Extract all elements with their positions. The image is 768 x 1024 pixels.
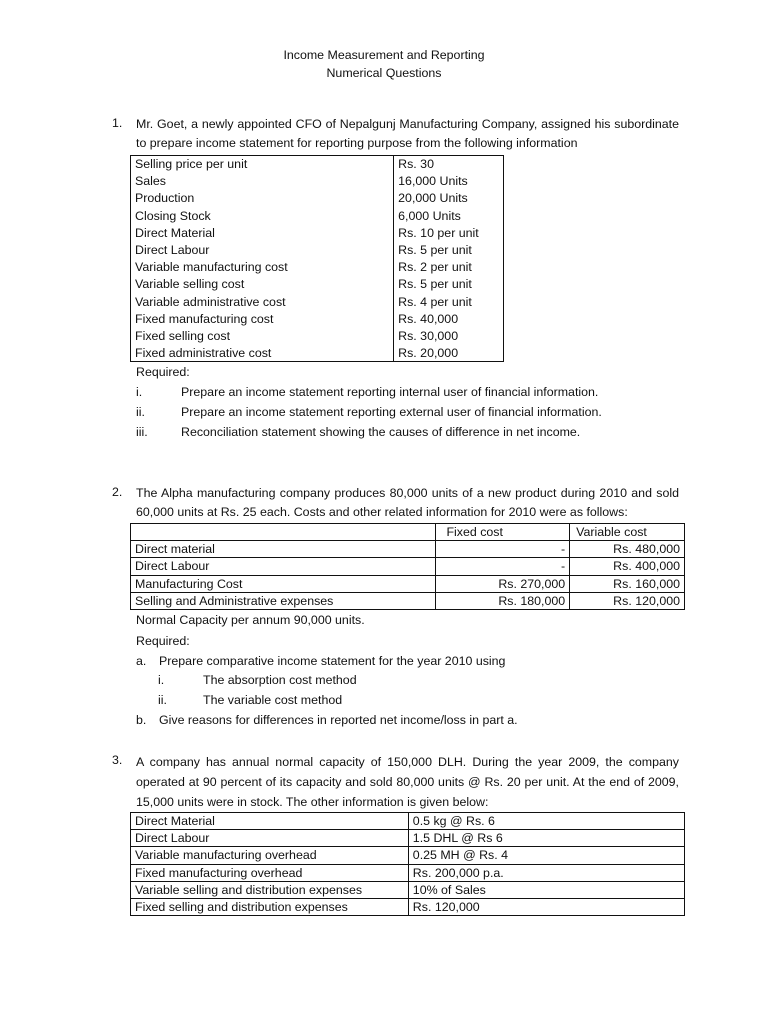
item-number: ii. bbox=[136, 405, 145, 419]
row-label-cell: Direct Labour bbox=[131, 830, 409, 847]
q2-sub-number: i. bbox=[158, 673, 165, 687]
table-row bbox=[131, 813, 685, 830]
value-cell: Rs. 30,000 bbox=[394, 327, 504, 344]
row-label-cell: Fixed manufacturing overhead bbox=[131, 864, 409, 881]
row-label-cell: Production bbox=[131, 190, 394, 207]
question-number: 1. bbox=[112, 116, 123, 130]
value-cell: Rs. 180,000 bbox=[436, 592, 570, 609]
q1-required-item-text: Prepare an income statement reporting external user of financial information. bbox=[181, 405, 602, 419]
row-label-cell: Variable selling cost bbox=[131, 276, 394, 293]
row-label-cell: Direct Labour bbox=[131, 558, 436, 575]
value-cell: Rs. 480,000 bbox=[570, 541, 685, 558]
table-row bbox=[131, 847, 685, 864]
table-row bbox=[131, 310, 504, 327]
row-label-cell: Variable selling and distribution expenses bbox=[131, 881, 409, 898]
row-label-cell: Direct material bbox=[131, 541, 436, 558]
value-cell: 16,000 Units bbox=[394, 173, 504, 190]
table-row bbox=[131, 156, 504, 173]
value-cell: - bbox=[436, 558, 570, 575]
question-text: A company has annual normal capacity of 150,000 DLH. During the year 2009, the company operated at 90 percent of its capacity and sold 80,000 units @ Rs. 20 per unit. At the end of 2009, 15,000 units were in stock. The other information is given below: bbox=[136, 755, 679, 809]
value-cell: Rs. 30 bbox=[394, 156, 504, 173]
q1-info-table bbox=[130, 155, 504, 362]
q2-sub-text: The variable cost method bbox=[203, 693, 343, 707]
q2-required-label: Required: bbox=[136, 634, 190, 648]
value-cell: Rs. 10 per unit bbox=[394, 224, 504, 241]
value-cell: - bbox=[436, 541, 570, 558]
table-header-row bbox=[131, 524, 685, 541]
q1-required-item-text: Prepare an income statement reporting internal user of financial information. bbox=[181, 385, 599, 399]
row-label-cell: Closing Stock bbox=[131, 207, 394, 224]
table-row bbox=[131, 881, 685, 898]
row-label-cell: Sales bbox=[131, 173, 394, 190]
q2-sub-text: The absorption cost method bbox=[203, 673, 357, 687]
row-label-cell: Variable manufacturing cost bbox=[131, 259, 394, 276]
value-cell: Rs. 270,000 bbox=[436, 575, 570, 592]
title-line-2: Numerical Questions bbox=[326, 66, 442, 80]
q2-cost-table bbox=[130, 523, 685, 610]
question-text: The Alpha manufacturing company produces 80,000 units of a new product during 2010 and sold 60,000 units at Rs. 25 each. Costs and other related information for 2010 were as follows: bbox=[136, 486, 679, 519]
q1-required-item-text: Reconciliation statement showing the causes of difference in net income. bbox=[181, 425, 581, 439]
table-row bbox=[131, 190, 504, 207]
row-label-cell: Fixed administrative cost bbox=[131, 345, 394, 362]
header-cell: Variable cost bbox=[570, 524, 685, 541]
q1-required-label: Required: bbox=[136, 365, 190, 379]
q2-part-b-text: Give reasons for differences in reported net income/loss in part a. bbox=[159, 713, 518, 727]
table-row bbox=[131, 345, 504, 362]
q2-sub-number: ii. bbox=[158, 693, 167, 707]
header-cell: Fixed cost bbox=[436, 524, 570, 541]
item-number: iii. bbox=[136, 425, 148, 439]
row-label-cell: Selling and Administrative expenses bbox=[131, 592, 436, 609]
table-row bbox=[131, 173, 504, 190]
value-cell: Rs. 200,000 p.a. bbox=[408, 864, 684, 881]
table-row bbox=[131, 558, 685, 575]
table-row bbox=[131, 241, 504, 258]
question-number: 3. bbox=[112, 753, 123, 767]
q2-part-a-number: a. bbox=[136, 654, 147, 668]
value-cell: Rs. 120,000 bbox=[408, 898, 684, 915]
page-title bbox=[0, 47, 768, 83]
value-cell: 1.5 DHL @ Rs 6 bbox=[408, 830, 684, 847]
row-label-cell: Fixed selling and distribution expenses bbox=[131, 898, 409, 915]
row-label-cell: Manufacturing Cost bbox=[131, 575, 436, 592]
item-number: i. bbox=[136, 385, 143, 399]
table-row bbox=[131, 224, 504, 241]
value-cell: Rs. 4 per unit bbox=[394, 293, 504, 310]
question-number: 2. bbox=[112, 485, 123, 499]
q2-part-a-text: Prepare comparative income statement for the year 2010 using bbox=[159, 654, 506, 668]
row-label-cell: Direct Material bbox=[131, 224, 394, 241]
table-row bbox=[131, 293, 504, 310]
q3-info-table bbox=[130, 812, 685, 916]
table-row bbox=[131, 207, 504, 224]
value-cell: Rs. 5 per unit bbox=[394, 276, 504, 293]
value-cell: Rs. 20,000 bbox=[394, 345, 504, 362]
row-label-cell: Variable administrative cost bbox=[131, 293, 394, 310]
value-cell: 20,000 Units bbox=[394, 190, 504, 207]
value-cell: 6,000 Units bbox=[394, 207, 504, 224]
row-label-cell: Variable manufacturing overhead bbox=[131, 847, 409, 864]
row-label-cell: Fixed selling cost bbox=[131, 327, 394, 344]
q1-required-item bbox=[136, 424, 148, 441]
title-line-1: Income Measurement and Reporting bbox=[283, 48, 485, 62]
table-row bbox=[131, 592, 685, 609]
table-row bbox=[131, 259, 504, 276]
q2-capacity: Normal Capacity per annum 90,000 units. bbox=[136, 613, 365, 627]
value-cell: Rs. 120,000 bbox=[570, 592, 685, 609]
value-cell: Rs. 2 per unit bbox=[394, 259, 504, 276]
value-cell: 0.5 kg @ Rs. 6 bbox=[408, 813, 684, 830]
table-row bbox=[131, 575, 685, 592]
value-cell: Rs. 400,000 bbox=[570, 558, 685, 575]
value-cell: Rs. 160,000 bbox=[570, 575, 685, 592]
row-label-cell: Direct Labour bbox=[131, 241, 394, 258]
row-label-cell: Fixed manufacturing cost bbox=[131, 310, 394, 327]
table-row bbox=[131, 898, 685, 915]
q1-required-item bbox=[136, 384, 142, 401]
question-text: Mr. Goet, a newly appointed CFO of Nepalgunj Manufacturing Company, assigned his subordinate to prepare income statement for reporting purpose from the following information bbox=[136, 117, 679, 150]
table-row bbox=[131, 830, 685, 847]
value-cell: 10% of Sales bbox=[408, 881, 684, 898]
table-row bbox=[131, 541, 685, 558]
q1-required-item bbox=[136, 404, 145, 421]
table-row bbox=[131, 864, 685, 881]
value-cell: 0.25 MH @ Rs. 4 bbox=[408, 847, 684, 864]
q2-part-b-number: b. bbox=[136, 713, 147, 727]
table-row bbox=[131, 276, 504, 293]
value-cell: Rs. 5 per unit bbox=[394, 241, 504, 258]
value-cell: Rs. 40,000 bbox=[394, 310, 504, 327]
row-label-cell: Selling price per unit bbox=[131, 156, 394, 173]
table-row bbox=[131, 327, 504, 344]
row-label-cell: Direct Material bbox=[131, 813, 409, 830]
header-cell bbox=[131, 524, 436, 541]
